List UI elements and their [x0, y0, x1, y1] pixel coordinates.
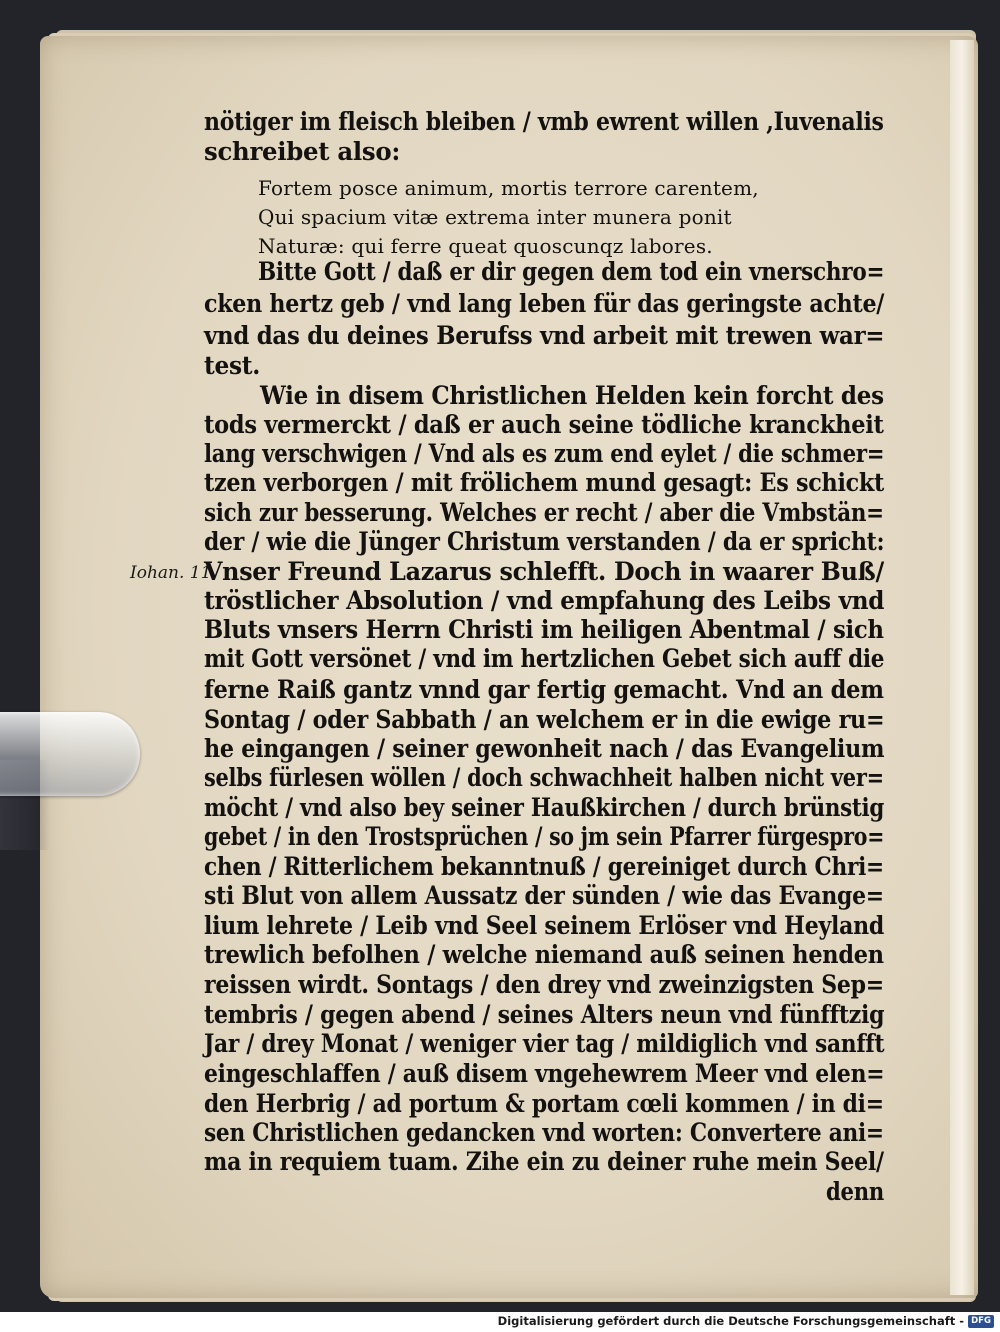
text-line: tods vermerckt / daß er auch seine tödliche kranckheit — [204, 410, 884, 439]
text-line: eingeschlaffen / auß disem vngehewrem Meer vnd elen= — [204, 1059, 885, 1088]
text-line: ma in requiem tuam. Zihe ein zu deiner ruhe mein Seel/ — [204, 1147, 884, 1176]
text-line: lang verschwigen / Vnd als es zum end eylet / die schmer= — [204, 439, 885, 468]
text-line: Bluts vnsers Herrn Christi im heiligen Abentmal / sich — [204, 615, 884, 644]
text-line: tröstlicher Absolution / vnd empfahung des Leibs vnd — [204, 586, 885, 615]
glass-clip-holder — [0, 712, 140, 796]
text-line: he eingangen / seiner gewonheit nach / das Evangelium — [204, 734, 885, 763]
text-line: tzen verborgen / mit frölichem mund gesagt: Es schickt — [204, 468, 885, 497]
text-line: Vnser Freund Lazarus schlefft. Doch in waarer Buß/ — [204, 557, 884, 586]
text-line: den Herbrig / ad portum & portam cœli kommen / in di= — [204, 1089, 884, 1118]
text-line: Naturæ: qui ferre queat quoscunqz labores. — [258, 234, 713, 258]
text-line: Jar / drey Monat / weniger vier tag / mildiglich vnd sanfft — [204, 1029, 885, 1058]
text-line: test. — [204, 351, 261, 380]
text-line: Qui spacium vitæ extrema inter munera ponit — [258, 205, 732, 229]
marginal-note: Iohan. 11. — [130, 563, 217, 583]
text-line: Sontag / oder Sabbath / an welchem er in die ewige ru= — [204, 705, 885, 734]
footer-bar — [0, 1312, 1000, 1332]
text-line: nötiger im fleisch bleiben / vmb ewrent willen ,Iuvenalis — [204, 107, 884, 136]
text-line: möcht / vnd also bey seiner Haußkirchen / durch brünstig — [204, 793, 885, 822]
text-line: Wie in disem Christlichen Helden kein forcht des — [260, 381, 884, 410]
text-line: der / wie die Jünger Christum verstanden / da er spricht: — [204, 527, 885, 556]
text-line: cken hertz geb / vnd lang leben für das geringste achte/ — [204, 289, 885, 318]
text-line: sich zur besserung. Welches er recht / aber die Vmbstän= — [204, 498, 884, 527]
text-line: schreibet also: — [204, 137, 401, 166]
dfg-logo-icon: DFG — [968, 1315, 994, 1328]
text-line: sti Blut von allem Aussatz der sünden / wie das Evange= — [204, 881, 884, 910]
text-line: Bitte Gott / daß er dir gegen dem tod ein vnerschro= — [258, 257, 885, 286]
text-line: Fortem posce animum, mortis terrore carentem, — [258, 176, 759, 200]
footer-credit: Digitalisierung gefördert durch die Deutsche Forschungsgemeinschaft - — [497, 1314, 964, 1328]
text-line: chen / Ritterlichem bekanntnuß / gereiniget durch Chri= — [204, 852, 884, 881]
text-line: reissen wirdt. Sontags / den drey vnd zweinzigsten Sep= — [204, 970, 884, 999]
text-line: sen Christlichen gedancken vnd worten: Convertere ani= — [204, 1118, 884, 1147]
text-line: tembris / gegen abend / seines Alters neun vnd fünfftzig — [204, 1000, 885, 1029]
text-line: gebet / in den Trostsprüchen / so jm sein Pfarrer fürgespro= — [204, 822, 885, 851]
text-line: lium lehrete / Leib vnd Seel seinem Erlöser vnd Heyland — [204, 911, 885, 940]
text-line: selbs fürlesen wöllen / doch schwachheit halben nicht ver= — [204, 763, 884, 792]
text-line: mit Gott versönet / vnd im hertzlichen Gebet sich auff die — [204, 644, 885, 673]
text-line: ferne Raiß gantz vnnd gar fertig gemacht. Vnd an dem — [204, 675, 884, 704]
text-line: trewlich befolhen / welche niemand auß seinen henden — [204, 940, 884, 969]
page-right-edge — [950, 40, 974, 1295]
text-line: denn — [826, 1177, 884, 1206]
text-line: vnd das du deines Berufss vnd arbeit mit trewen war= — [204, 321, 885, 350]
